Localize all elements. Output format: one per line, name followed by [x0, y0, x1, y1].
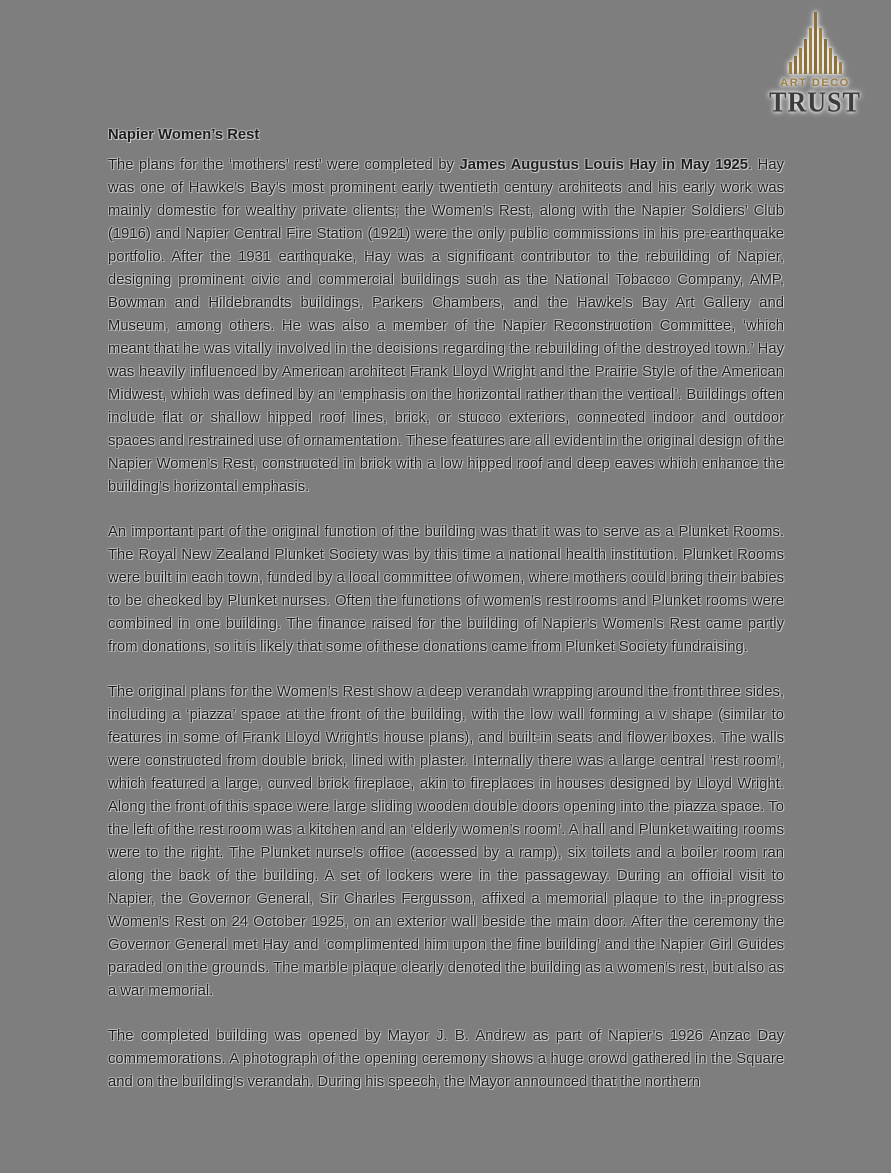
- logo-bar: [804, 39, 807, 74]
- paragraph-container: [108, 154, 784, 1094]
- text-run: The completed building was opened by Mayor J. B. Andrew as part of Napier’s 1926 Anzac Day commemorations. A photograph of the opening ceremony shows a huge crowd gathered in the Square and on the building’s verandah. During his speech, the Mayor announced that the northern: [108, 1028, 784, 1090]
- document-title: Napier Women’s Rest: [108, 127, 260, 143]
- logo-bar: [829, 48, 832, 74]
- text-run: James Augustus Louis Hay in May 1925: [459, 157, 749, 173]
- paragraph: [108, 681, 784, 1003]
- paragraph: [108, 521, 784, 659]
- logo-bar: [814, 12, 817, 74]
- text-run: An important part of the original function of the building was that it was to serve as a Plunket Rooms. The Royal New Zealand Plunket Society was by this time a national health institution. Plunket Rooms were built in each town, funded by a local committee of women, where mothers could bring their babies to be checked by Plunket nurses. Often the functions of women’s rest rooms and Plunket rooms were combined in one building. The finance raised for the building of Napier’s Women’s Rest came partly from donations, so it is likely that some of these donations came from Plunket Society fundraising.: [108, 524, 784, 655]
- logo-bar: [834, 56, 837, 74]
- text-run: The plans for the ‘mothers’ rest’ were completed by: [108, 157, 460, 173]
- logo-bar: [794, 56, 797, 74]
- paragraph: [108, 1025, 784, 1094]
- logo-bar: [789, 62, 792, 74]
- logo-art-deco-text: ART DECO: [780, 77, 850, 89]
- logo-bar: [839, 62, 842, 74]
- art-deco-trust-logo: [769, 12, 861, 119]
- logo-bar: [824, 39, 827, 74]
- logo-trust-text: TRUST: [769, 86, 861, 119]
- logo-bar: [819, 28, 822, 74]
- logo-bar: [799, 48, 802, 74]
- text-run: . Hay was one of Hawke’s Bay’s most prominent early twentieth century architects and his early work was mainly domestic for wealthy private clients; the Women’s Rest, along with the Napier Soldiers’ Club (1916) and Napier Central Fire Station (1921) were the only public commissions in his pre-earthquake portfolio. After the 1931 earthquake, Hay was a significant contributor to the rebuilding of Napier, designing prominent civic and commercial buildings such as the National Tobacco Company, AMP, Bowman and Hildebrandts buildings, Parkers Chambers, and the Hawke’s Bay Art Gallery and Museum, among others. He was also a member of the Napier Reconstruction Committee, ‘which meant that he was vitally involved in the decisions regarding the rebuilding of the destroyed town.’ Hay was heavily influenced by American architect Frank Lloyd Wright and the Prairie Style of the American Midwest, which was defined by an ‘emphasis on the horizontal rather than the vertical’. Buildings often include flat or shallow hipped roof lines, brick, or stucco exteriors, connected indoor and outdoor spaces and restrained use of ornamentation. These features are all evident in the original design of the Napier Women’s Rest, constructed in brick with a low hipped roof and deep eaves which enhance the building’s horizontal emphasis.: [108, 157, 784, 495]
- document-body: [108, 124, 784, 1116]
- text-run: The original plans for the Women’s Rest show a deep verandah wrapping around the front three sides, including a ‘piazza’ space at the front of the building, with the low wall forming a v shape (similar to features in some of Frank Lloyd Wright’s house plans), and built-in seats and flower boxes. The walls were constructed from double brick, lined with plaster. Internally there was a large central ‘rest room’, which featured a large, curved brick fireplace, akin to fireplaces in houses designed by Lloyd Wright. Along the front of this space were large sliding wooden double doors opening into the piazza space. To the left of the rest room was a kitchen and an ‘elderly women’s room’. A hall and Plunket waiting rooms were to the right. The Plunket nurse’s office (accessed by a ramp), six toilets and a boiler room ran along the back of the building. A set of lockers were in the passageway. During an official visit to Napier, the Governor General, Sir Charles Fergusson, affixed a memorial plaque to the in-progress Women’s Rest on 24 October 1925, on an exterior wall beside the main door. After the ceremony the Governor General met Hay and ‘complimented him upon the fine building’ and the Napier Girl Guides paraded on the grounds. The marble plaque clearly denoted the building as a women’s rest, but also as a war memorial.: [108, 684, 784, 999]
- paragraph: [108, 154, 784, 499]
- logo-bar: [809, 28, 812, 74]
- skyscraper-icon: [769, 12, 861, 74]
